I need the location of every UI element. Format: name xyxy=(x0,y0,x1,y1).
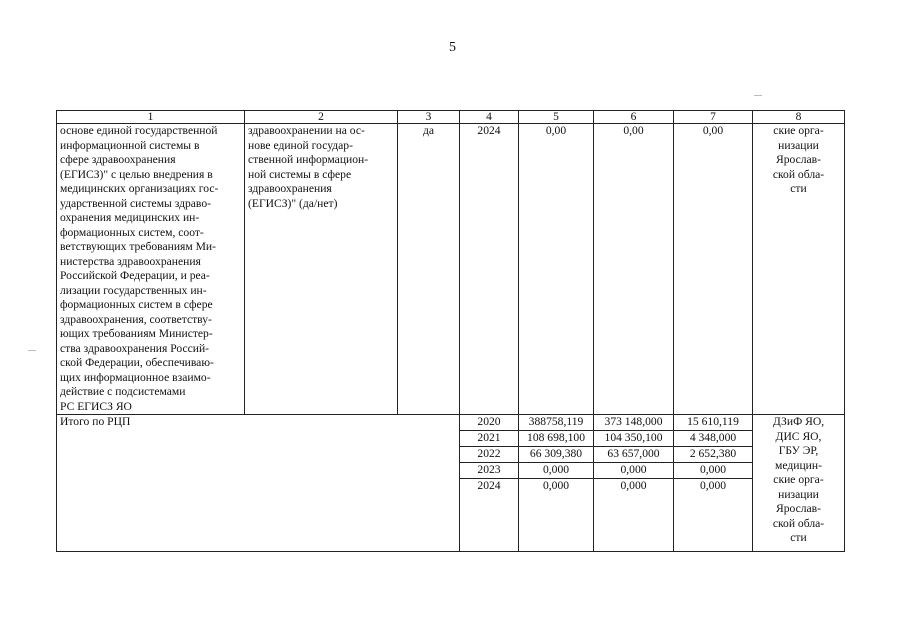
text-line: здравоохранения, соответству- xyxy=(60,312,212,326)
col-num-7: 7 xyxy=(674,111,753,124)
text-line: ющих требованиям Министер- xyxy=(60,327,213,340)
total-year: 2021 xyxy=(460,431,519,447)
text-line: действие с подсистемами xyxy=(60,385,186,398)
total-value-7: 0,000 xyxy=(674,479,753,552)
total-value-6: 104 350,100 xyxy=(594,431,674,447)
total-value-7: 0,000 xyxy=(674,463,753,479)
text-line: РС ЕГИСЗ ЯО xyxy=(60,399,132,413)
indicator-value-7: 0,00 xyxy=(674,124,753,415)
text-line: нистерства здравоохранения xyxy=(60,254,201,268)
text-line: основе единой государственной xyxy=(60,124,218,137)
text-line: медицин- xyxy=(775,458,822,472)
text-line: ства здравоохранения Россий- xyxy=(60,341,210,355)
total-value-7: 4 348,000 xyxy=(674,431,753,447)
text-line: щих информационное взаимо- xyxy=(60,370,211,384)
scan-mark xyxy=(28,350,36,351)
text-line: ственной информацион- xyxy=(248,153,369,166)
total-value-5: 108 698,100 xyxy=(519,431,594,447)
text-line: ветствующих требованиям Ми- xyxy=(60,240,217,253)
total-year: 2023 xyxy=(460,463,519,479)
col-num-3: 3 xyxy=(398,111,460,124)
total-value-6: 63 657,000 xyxy=(594,447,674,463)
text-line: ской Федерации, обеспечиваю- xyxy=(60,356,214,369)
total-executor xyxy=(753,415,845,552)
col-num-5: 5 xyxy=(519,111,594,124)
text-line: Российской Федерации, и реа- xyxy=(60,269,210,282)
text-line: (ЕГИСЗ)" с целью внедрения в xyxy=(60,167,213,181)
text-line: здравоохранения xyxy=(248,182,332,195)
col-num-4: 4 xyxy=(460,111,519,124)
text-line: ские орга- xyxy=(773,473,824,486)
text-line: ской обла- xyxy=(772,516,825,530)
text-line: (ЕГИСЗ)" (да/нет) xyxy=(248,196,338,210)
indicator-description xyxy=(57,124,245,415)
total-year: 2020 xyxy=(460,415,519,431)
text-line: ской обла- xyxy=(772,167,825,181)
indicator-unit: да xyxy=(398,124,460,415)
total-row xyxy=(57,415,845,431)
total-value-5: 66 309,380 xyxy=(519,447,594,463)
text-line: формационных систем, соот- xyxy=(60,225,204,239)
text-line: информационной системы в xyxy=(60,138,200,152)
text-line: ударственной системы здраво- xyxy=(60,196,211,210)
text-line: Ярослав- xyxy=(775,153,822,166)
text-line: лизации государственных ин- xyxy=(60,283,207,297)
total-value-6: 0,000 xyxy=(594,479,674,552)
text-line: низации xyxy=(778,487,819,501)
page-number: 5 xyxy=(449,40,456,55)
total-value-5: 0,000 xyxy=(519,463,594,479)
text-line: сти xyxy=(790,182,807,195)
indicator-year: 2024 xyxy=(460,124,519,415)
total-value-6: 0,000 xyxy=(594,463,674,479)
text-line: здравоохранении на ос- xyxy=(248,124,365,137)
total-value-7: 15 610,119 xyxy=(674,415,753,431)
text-line: нове единой государ- xyxy=(248,138,353,152)
responsible-executor xyxy=(753,124,845,415)
text-line: Ярослав- xyxy=(775,502,822,515)
total-year: 2024 xyxy=(460,479,519,552)
indicator-value-5: 0,00 xyxy=(519,124,594,415)
text-line: формационных систем в сфере xyxy=(60,298,213,311)
scan-mark xyxy=(754,95,762,96)
total-value-7: 2 652,380 xyxy=(674,447,753,463)
text-line: сфере здравоохранения xyxy=(60,153,176,166)
col-num-8: 8 xyxy=(753,111,845,124)
column-number-row xyxy=(57,111,845,124)
indicator-value-6: 0,00 xyxy=(594,124,674,415)
col-num-1: 1 xyxy=(57,111,245,124)
text-line: охранения медицинских ин- xyxy=(60,211,200,224)
col-num-6: 6 xyxy=(594,111,674,124)
total-year: 2022 xyxy=(460,447,519,463)
text-line: ной системы в сфере xyxy=(248,167,352,181)
total-value-5: 0,000 xyxy=(519,479,594,552)
text-line: низации xyxy=(778,138,819,152)
total-label: Итого по РЦП xyxy=(57,415,460,552)
text-line: ские орга- xyxy=(773,124,824,137)
indicator-name xyxy=(245,124,398,415)
text-line: ДЗиФ ЯО, xyxy=(772,415,825,428)
total-value-5: 388758,119 xyxy=(519,415,594,431)
text-line: сти xyxy=(790,531,807,544)
col-num-2: 2 xyxy=(245,111,398,124)
program-table xyxy=(56,110,845,552)
indicator-row xyxy=(57,124,845,415)
text-line: медицинских организациях гос- xyxy=(60,182,219,195)
text-line: ГБУ ЭР, xyxy=(778,444,819,457)
total-value-6: 373 148,000 xyxy=(594,415,674,431)
text-line: ДИС ЯО, xyxy=(775,429,822,443)
